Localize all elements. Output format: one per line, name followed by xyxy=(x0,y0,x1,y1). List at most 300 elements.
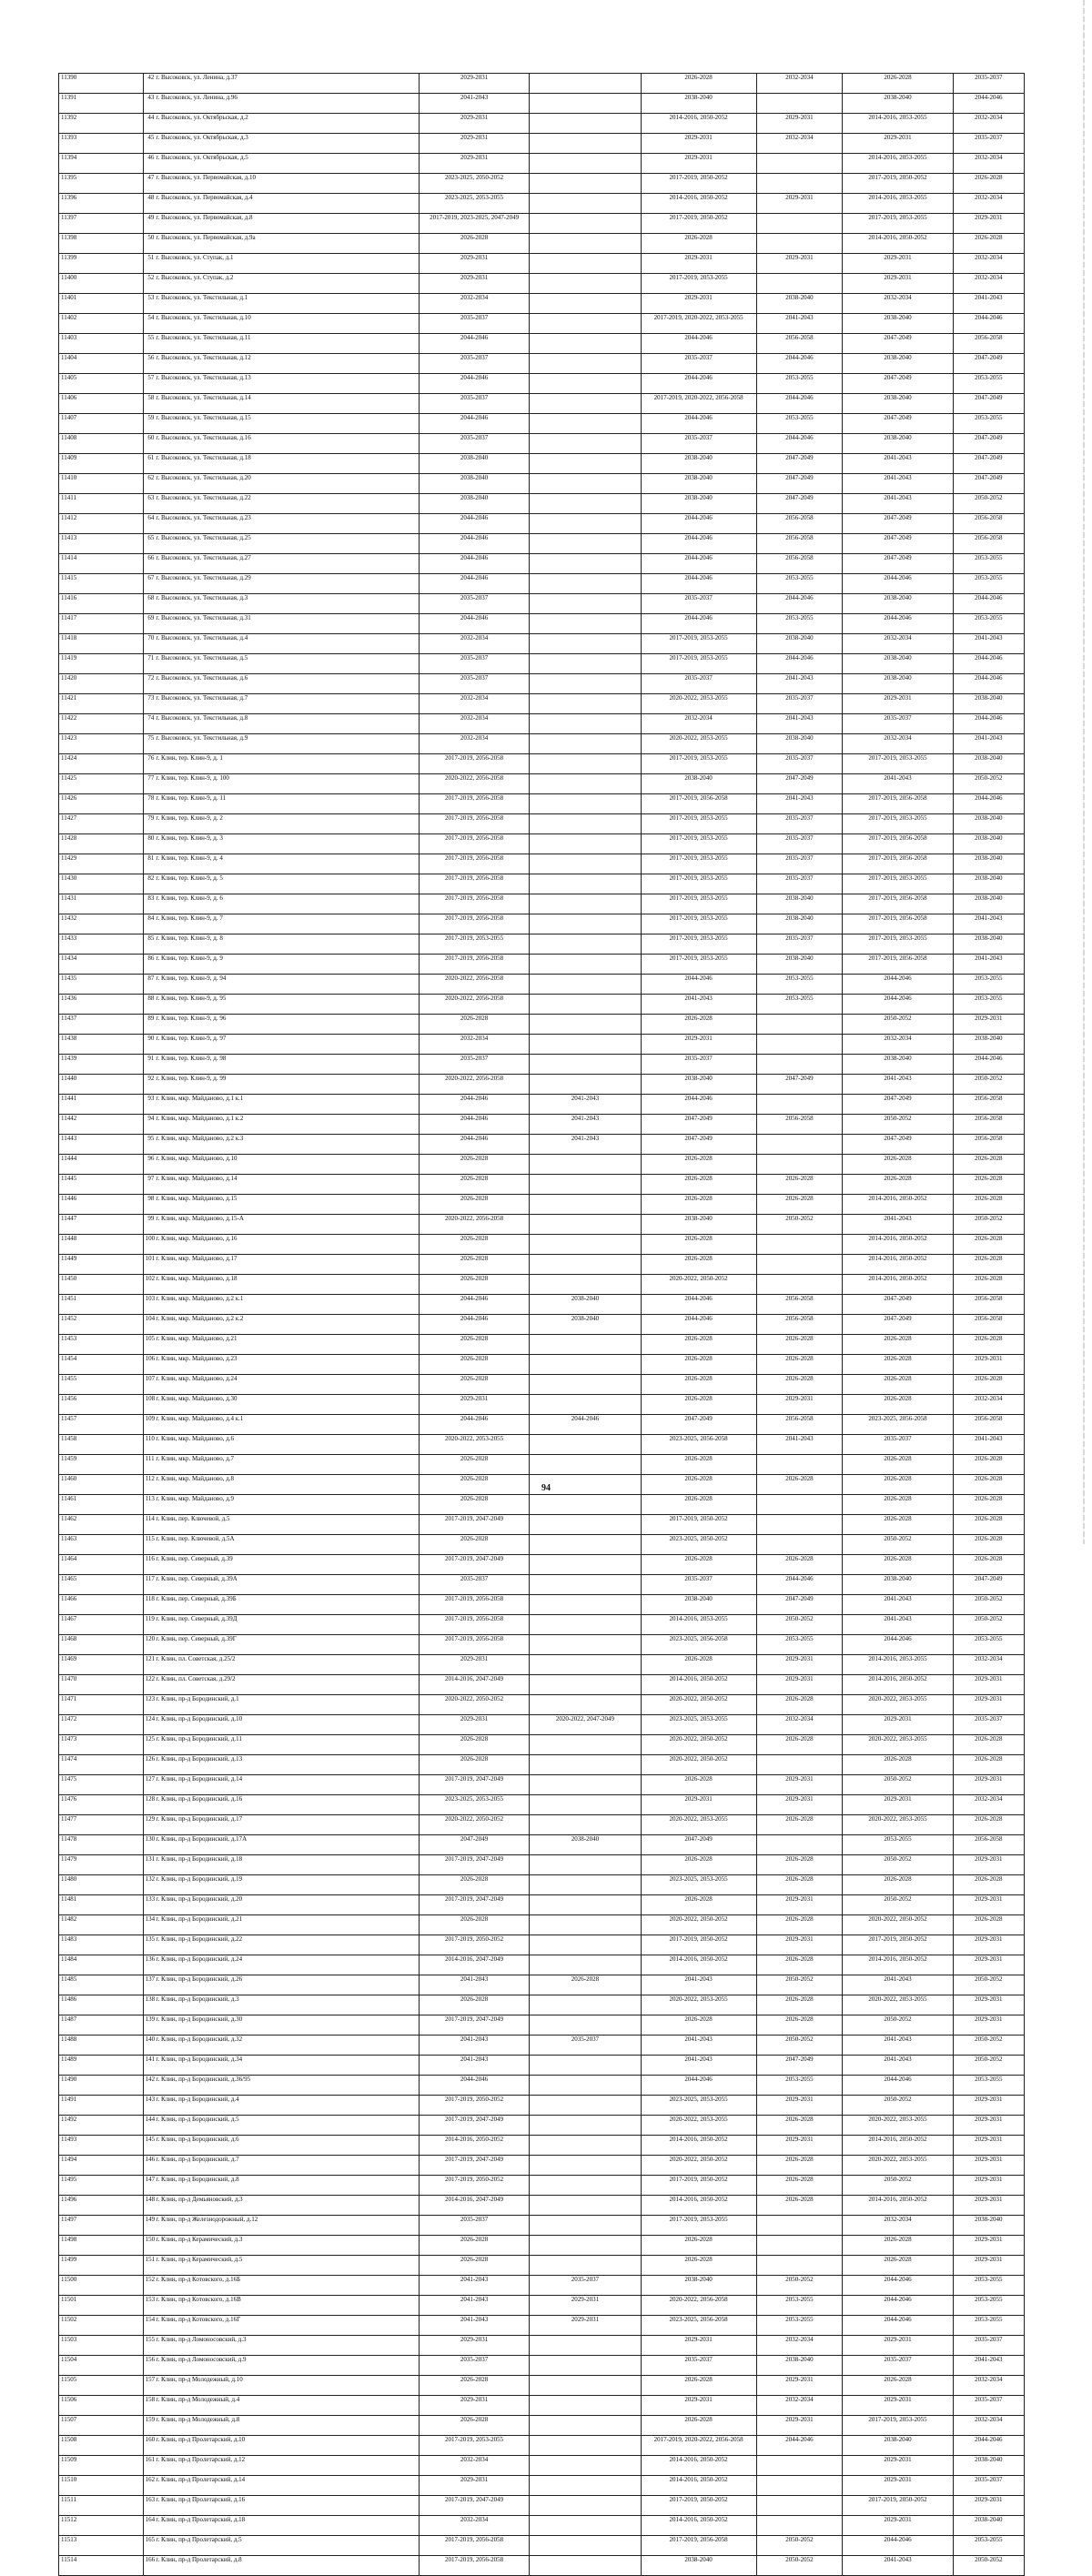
period-col-6-cell: 2032-2034 xyxy=(953,2376,1024,2396)
period-col-6-cell: 2050-2052 xyxy=(953,1215,1024,1235)
period-col-4-cell: 2044-2046 xyxy=(756,1575,843,1595)
period-col-3-cell: 2023-2025, 2056-2058 xyxy=(641,2316,756,2336)
period-col-3-cell: 2020-2022, 2056-2058 xyxy=(641,2296,756,2316)
table-row xyxy=(59,294,1025,314)
address-index-cell: 160 xyxy=(143,2436,155,2456)
table-row xyxy=(59,874,1025,894)
address-cell: г. Клин, мкр. Майданово, д.17 xyxy=(155,1255,419,1275)
address-cell: г. Высоковск, ул. Текстильная, д.11 xyxy=(155,334,419,354)
period-col-2-cell xyxy=(530,1915,641,1935)
period-col-5-cell: 2017-2019, 2056-2058 xyxy=(843,894,953,914)
period-col-3-cell: 2035-2037 xyxy=(641,594,756,614)
period-col-5-cell: 2026-2028 xyxy=(843,1355,953,1375)
period-col-5-cell: 2029-2031 xyxy=(843,274,953,294)
period-col-5-cell: 2041-2043 xyxy=(843,2056,953,2076)
period-col-2-cell xyxy=(530,514,641,534)
registry-number-cell: 11510 xyxy=(59,2476,144,2496)
period-col-5-cell: 2014-2016, 2050-2052 xyxy=(843,1235,953,1255)
period-col-3-cell: 2038-2040 xyxy=(641,494,756,514)
period-col-2-cell xyxy=(530,934,641,955)
registry-number-cell: 11415 xyxy=(59,574,144,594)
period-col-5-cell: 2029-2031 xyxy=(843,1795,953,1815)
address-index-cell: 131 xyxy=(143,1855,155,1875)
table-row xyxy=(59,1415,1025,1435)
period-col-4-cell: 2035-2037 xyxy=(756,834,843,854)
period-col-5-cell: 2047-2049 xyxy=(843,414,953,434)
address-index-cell: 152 xyxy=(143,2276,155,2296)
address-cell: г. Клин, пр-д Бородинский, д.14 xyxy=(155,1775,419,1795)
address-index-cell: 114 xyxy=(143,1515,155,1535)
period-col-4-cell xyxy=(756,2256,843,2276)
period-col-1-cell: 2026-2028 xyxy=(419,1995,529,2015)
period-col-1-cell: 2029-2031 xyxy=(419,2476,529,2496)
table-row xyxy=(59,2436,1025,2456)
address-cell: г. Высоковск, ул. Текстильная, д.3 xyxy=(155,594,419,614)
period-col-2-cell xyxy=(530,1635,641,1655)
table-row xyxy=(59,1335,1025,1355)
address-cell: г. Клин, пр-д Бородинский, д.4 xyxy=(155,2096,419,2116)
period-col-5-cell: 2017-2019, 2053-2055 xyxy=(843,814,953,834)
period-col-2-cell xyxy=(530,174,641,194)
period-col-4-cell xyxy=(756,214,843,234)
table-row xyxy=(59,1275,1025,1295)
period-col-2-cell xyxy=(530,114,641,134)
address-index-cell: 117 xyxy=(143,1575,155,1595)
table-row xyxy=(59,2096,1025,2116)
period-col-3-cell: 2029-2031 xyxy=(641,1795,756,1815)
address-index-cell: 113 xyxy=(143,1495,155,1515)
period-col-1-cell: 2026-2028 xyxy=(419,1915,529,1935)
address-cell: г. Клин, пр-д Молодежный, д.10 xyxy=(155,2376,419,2396)
period-col-6-cell: 2038-2040 xyxy=(953,754,1024,774)
address-cell: г. Высоковск, ул. Текстильная, д.12 xyxy=(155,354,419,374)
period-col-4-cell: 2026-2028 xyxy=(756,1915,843,1935)
address-index-cell: 124 xyxy=(143,1715,155,1735)
table-row xyxy=(59,1115,1025,1135)
registry-number-cell: 11448 xyxy=(59,1235,144,1255)
period-col-5-cell: 2047-2049 xyxy=(843,514,953,534)
address-index-cell: 69 xyxy=(143,614,155,634)
period-col-3-cell: 2026-2028 xyxy=(641,1555,756,1575)
period-col-1-cell: 2044-2046 xyxy=(419,1095,529,1115)
address-index-cell: 59 xyxy=(143,414,155,434)
period-col-5-cell: 2026-2028 xyxy=(843,2236,953,2256)
period-col-4-cell: 2038-2040 xyxy=(756,734,843,754)
period-col-2-cell xyxy=(530,2496,641,2516)
period-col-5-cell: 2032-2034 xyxy=(843,734,953,754)
period-col-6-cell: 2056-2058 xyxy=(953,534,1024,554)
period-col-5-cell: 2026-2028 xyxy=(843,1455,953,1475)
period-col-1-cell: 2029-2031 xyxy=(419,154,529,174)
period-col-5-cell: 2026-2028 xyxy=(843,74,953,94)
address-index-cell: 165 xyxy=(143,2536,155,2556)
registry-number-cell: 11398 xyxy=(59,234,144,254)
address-index-cell: 67 xyxy=(143,574,155,594)
period-col-1-cell: 2017-2019, 2050-2052 xyxy=(419,2096,529,2116)
period-col-1-cell: 2026-2028 xyxy=(419,1155,529,1175)
period-col-5-cell: 2041-2043 xyxy=(843,1615,953,1635)
address-index-cell: 42 xyxy=(143,74,155,94)
period-col-3-cell: 2017-2019, 2020-2022, 2056-2058 xyxy=(641,394,756,414)
period-col-4-cell: 2044-2046 xyxy=(756,434,843,454)
period-col-2-cell xyxy=(530,1995,641,2015)
table-row xyxy=(59,2136,1025,2156)
period-col-4-cell: 2026-2028 xyxy=(756,1735,843,1755)
period-col-2-cell xyxy=(530,2476,641,2496)
period-col-3-cell: 2038-2040 xyxy=(641,1215,756,1235)
period-col-2-cell xyxy=(530,394,641,414)
period-col-2-cell xyxy=(530,1155,641,1175)
period-col-3-cell: 2017-2019, 2053-2055 xyxy=(641,934,756,955)
registry-number-cell: 11487 xyxy=(59,2015,144,2036)
period-col-4-cell xyxy=(756,2476,843,2496)
period-col-3-cell: 2035-2037 xyxy=(641,674,756,694)
period-col-3-cell: 2026-2028 xyxy=(641,1655,756,1675)
period-col-5-cell: 2041-2043 xyxy=(843,474,953,494)
period-col-2-cell xyxy=(530,1375,641,1395)
period-col-3-cell: 2020-2022, 2050-2052 xyxy=(641,1735,756,1755)
period-col-3-cell: 2038-2040 xyxy=(641,1075,756,1095)
period-col-2-cell xyxy=(530,1595,641,1615)
period-col-4-cell: 2035-2037 xyxy=(756,874,843,894)
period-col-5-cell: 2017-2019, 2050-2052 xyxy=(843,2496,953,2516)
period-col-1-cell: 2035-2037 xyxy=(419,2356,529,2376)
period-col-4-cell xyxy=(756,274,843,294)
address-index-cell: 80 xyxy=(143,834,155,854)
address-index-cell: 84 xyxy=(143,914,155,934)
table-row xyxy=(59,1595,1025,1615)
period-col-5-cell: 2017-2019, 2053-2055 xyxy=(843,214,953,234)
period-col-4-cell xyxy=(756,1455,843,1475)
period-col-4-cell: 2026-2028 xyxy=(756,1195,843,1215)
table-row xyxy=(59,94,1025,114)
period-col-1-cell: 2044-2046 xyxy=(419,374,529,394)
period-col-4-cell: 2029-2031 xyxy=(756,2096,843,2116)
period-col-6-cell: 2026-2028 xyxy=(953,1515,1024,1535)
period-col-2-cell xyxy=(530,2516,641,2536)
period-col-5-cell: 2023-2025, 2056-2058 xyxy=(843,1415,953,1435)
address-index-cell: 66 xyxy=(143,554,155,574)
period-col-3-cell: 2014-2016, 2050-2052 xyxy=(641,2136,756,2156)
period-col-6-cell: 2029-2031 xyxy=(953,2096,1024,2116)
period-col-2-cell xyxy=(530,2376,641,2396)
address-index-cell: 151 xyxy=(143,2256,155,2276)
period-col-5-cell: 2020-2022, 2053-2055 xyxy=(843,2116,953,2136)
period-col-4-cell: 2029-2031 xyxy=(756,1395,843,1415)
address-index-cell: 136 xyxy=(143,1955,155,1975)
address-cell: г. Клин, мкр. Майданово, д.8 xyxy=(155,1475,419,1495)
address-cell: г. Клин, пр-д Пролетарский, д.5 xyxy=(155,2536,419,2556)
period-col-4-cell: 2053-2055 xyxy=(756,614,843,634)
period-col-3-cell: 2026-2028 xyxy=(641,1015,756,1035)
period-col-2-cell xyxy=(530,694,641,714)
period-col-3-cell: 2044-2046 xyxy=(641,414,756,434)
table-body xyxy=(59,74,1025,2576)
period-col-2-cell xyxy=(530,454,641,474)
address-index-cell: 141 xyxy=(143,2056,155,2076)
table-row xyxy=(59,414,1025,434)
address-cell: г. Клин, пр-д Бородинский, д.17 xyxy=(155,1815,419,1835)
period-col-4-cell xyxy=(756,94,843,114)
period-col-1-cell: 2017-2019, 2047-2049 xyxy=(419,2156,529,2176)
registry-number-cell: 11422 xyxy=(59,714,144,734)
period-col-1-cell: 2026-2028 xyxy=(419,1495,529,1515)
period-col-3-cell: 2020-2022, 2050-2052 xyxy=(641,2156,756,2176)
table-row xyxy=(59,2176,1025,2196)
table-row xyxy=(59,594,1025,614)
period-col-6-cell: 2056-2058 xyxy=(953,1095,1024,1115)
period-col-1-cell: 2044-2046 xyxy=(419,1135,529,1155)
registry-number-cell: 11489 xyxy=(59,2056,144,2076)
period-col-3-cell: 2017-2019, 2053-2055 xyxy=(641,2216,756,2236)
period-col-3-cell: 2038-2040 xyxy=(641,774,756,794)
period-col-2-cell xyxy=(530,2456,641,2476)
period-col-2-cell: 2029-2031 xyxy=(530,2296,641,2316)
registry-number-cell: 11459 xyxy=(59,1455,144,1475)
address-cell: г. Клин, тер. Клин-9, д. 3 xyxy=(155,834,419,854)
period-col-5-cell: 2044-2046 xyxy=(843,1635,953,1655)
period-col-1-cell: 2020-2022, 2056-2058 xyxy=(419,975,529,995)
period-col-2-cell xyxy=(530,794,641,814)
address-index-cell: 101 xyxy=(143,1255,155,1275)
period-col-4-cell: 2056-2058 xyxy=(756,514,843,534)
period-col-6-cell: 2047-2049 xyxy=(953,434,1024,454)
address-cell: г. Высоковск, ул. Текстильная, д.8 xyxy=(155,714,419,734)
address-cell: г. Высоковск, ул. Текстильная, д.22 xyxy=(155,494,419,514)
period-col-4-cell xyxy=(756,2216,843,2236)
address-cell: г. Клин, мкр. Майданово, д.2 к.2 xyxy=(155,1315,419,1335)
period-col-2-cell xyxy=(530,1035,641,1055)
table-row xyxy=(59,1895,1025,1915)
period-col-4-cell xyxy=(756,1755,843,1775)
address-index-cell: 45 xyxy=(143,134,155,154)
period-col-3-cell: 2017-2019, 2050-2052 xyxy=(641,174,756,194)
period-col-6-cell: 2056-2058 xyxy=(953,514,1024,534)
period-col-5-cell: 2047-2049 xyxy=(843,554,953,574)
schedule-table xyxy=(58,73,1025,2576)
period-col-5-cell: 2050-2052 xyxy=(843,1895,953,1915)
address-index-cell: 93 xyxy=(143,1095,155,1115)
table-row xyxy=(59,1915,1025,1935)
period-col-3-cell: 2044-2046 xyxy=(641,514,756,534)
period-col-4-cell: 2038-2040 xyxy=(756,2356,843,2376)
registry-number-cell: 11500 xyxy=(59,2276,144,2296)
period-col-5-cell: 2041-2043 xyxy=(843,494,953,514)
registry-number-cell: 11464 xyxy=(59,1555,144,1575)
table-row xyxy=(59,174,1025,194)
period-col-1-cell: 2038-2040 xyxy=(419,494,529,514)
period-col-6-cell: 2038-2040 xyxy=(953,934,1024,955)
address-cell: г. Клин, пр-д Ломоносовский, д.3 xyxy=(155,2336,419,2356)
period-col-4-cell: 2026-2028 xyxy=(756,1995,843,2015)
registry-number-cell: 11461 xyxy=(59,1495,144,1515)
period-col-2-cell xyxy=(530,1935,641,1955)
address-cell: г. Клин, тер. Клин-9, д. 98 xyxy=(155,1055,419,1075)
period-col-1-cell: 2029-2031 xyxy=(419,74,529,94)
period-col-2-cell xyxy=(530,1615,641,1635)
address-cell: г. Высоковск, ул. Первомайская, д.8 xyxy=(155,214,419,234)
registry-number-cell: 11426 xyxy=(59,794,144,814)
period-col-5-cell: 2020-2022, 2053-2055 xyxy=(843,1995,953,2015)
address-cell: г. Клин, мкр. Майданово, д.9 xyxy=(155,1495,419,1515)
period-col-1-cell: 2014-2016, 2050-2052 xyxy=(419,2136,529,2156)
address-cell: г. Высоковск, ул. Текстильная, д.14 xyxy=(155,394,419,414)
period-col-2-cell xyxy=(530,1875,641,1895)
period-col-6-cell: 2056-2058 xyxy=(953,1115,1024,1135)
address-cell: г. Клин, пр-д Котовского, д.16Г xyxy=(155,2316,419,2336)
table-row xyxy=(59,1235,1025,1255)
period-col-5-cell: 2038-2040 xyxy=(843,314,953,334)
period-col-6-cell: 2029-2031 xyxy=(953,1355,1024,1375)
table-row xyxy=(59,1855,1025,1875)
period-col-3-cell: 2023-2025, 2056-2058 xyxy=(641,1435,756,1455)
period-col-2-cell: 2038-2040 xyxy=(530,1835,641,1855)
period-col-5-cell: 2044-2046 xyxy=(843,995,953,1015)
period-col-5-cell: 2026-2028 xyxy=(843,1495,953,1515)
period-col-4-cell: 2047-2049 xyxy=(756,1595,843,1615)
address-cell: г. Высоковск, ул. Ступак, д.2 xyxy=(155,274,419,294)
period-col-3-cell: 2026-2028 xyxy=(641,1375,756,1395)
period-col-1-cell: 2029-2031 xyxy=(419,134,529,154)
period-col-1-cell: 2026-2028 xyxy=(419,1015,529,1035)
period-col-4-cell xyxy=(756,174,843,194)
period-col-1-cell: 2038-2040 xyxy=(419,474,529,494)
period-col-1-cell: 2026-2028 xyxy=(419,1355,529,1375)
period-col-6-cell: 2038-2040 xyxy=(953,854,1024,874)
address-cell: г. Клин, мкр. Майданово, д.1 к.1 xyxy=(155,1095,419,1115)
period-col-3-cell: 2017-2019, 2020-2022, 2053-2055 xyxy=(641,314,756,334)
registry-number-cell: 11482 xyxy=(59,1915,144,1935)
period-col-4-cell: 2053-2055 xyxy=(756,574,843,594)
period-col-1-cell: 2035-2037 xyxy=(419,314,529,334)
address-index-cell: 47 xyxy=(143,174,155,194)
period-col-4-cell: 2026-2028 xyxy=(756,1475,843,1495)
table-row xyxy=(59,1135,1025,1155)
period-col-5-cell: 2029-2031 xyxy=(843,2336,953,2356)
address-cell: г. Высоковск, ул. Текстильная, д.4 xyxy=(155,634,419,654)
period-col-2-cell xyxy=(530,814,641,834)
period-col-3-cell: 2041-2043 xyxy=(641,2036,756,2056)
period-col-1-cell: 2032-2034 xyxy=(419,634,529,654)
address-index-cell: 62 xyxy=(143,474,155,494)
period-col-2-cell xyxy=(530,1815,641,1835)
period-col-2-cell xyxy=(530,294,641,314)
period-col-2-cell xyxy=(530,574,641,594)
period-col-5-cell: 2044-2046 xyxy=(843,2076,953,2096)
period-col-6-cell: 2032-2034 xyxy=(953,274,1024,294)
period-col-5-cell: 2044-2046 xyxy=(843,2536,953,2556)
period-col-5-cell: 2047-2049 xyxy=(843,1135,953,1155)
period-col-6-cell: 2038-2040 xyxy=(953,1035,1024,1055)
table-row xyxy=(59,1815,1025,1835)
table-row xyxy=(59,1435,1025,1455)
period-col-4-cell: 2026-2028 xyxy=(756,1375,843,1395)
table-row xyxy=(59,2316,1025,2336)
period-col-3-cell: 2017-2019, 2056-2058 xyxy=(641,794,756,814)
period-col-3-cell: 2020-2022, 2050-2052 xyxy=(641,1755,756,1775)
registry-number-cell: 11475 xyxy=(59,1775,144,1795)
period-col-6-cell: 2053-2055 xyxy=(953,2076,1024,2096)
period-col-4-cell: 2038-2040 xyxy=(756,955,843,975)
table-row xyxy=(59,2216,1025,2236)
address-cell: г. Клин, пр-д Бородинский, д.32 xyxy=(155,2036,419,2056)
address-cell: г. Клин, пр-д Бородинский, д.24 xyxy=(155,1955,419,1975)
period-col-2-cell xyxy=(530,2536,641,2556)
period-col-2-cell xyxy=(530,1255,641,1275)
period-col-5-cell: 2014-2016, 2053-2055 xyxy=(843,114,953,134)
table-row xyxy=(59,1315,1025,1335)
registry-number-cell: 11429 xyxy=(59,854,144,874)
period-col-4-cell: 2050-2052 xyxy=(756,2556,843,2576)
period-col-4-cell: 2035-2037 xyxy=(756,754,843,774)
period-col-1-cell: 2035-2037 xyxy=(419,594,529,614)
period-col-3-cell: 2032-2034 xyxy=(641,714,756,734)
period-col-3-cell: 2023-2025, 2053-2055 xyxy=(641,1875,756,1895)
period-col-4-cell: 2056-2058 xyxy=(756,1415,843,1435)
table-row xyxy=(59,674,1025,694)
period-col-4-cell xyxy=(756,1135,843,1155)
period-col-6-cell: 2053-2055 xyxy=(953,975,1024,995)
address-cell: г. Клин, мкр. Майданово, д.16 xyxy=(155,1235,419,1255)
address-index-cell: 146 xyxy=(143,2156,155,2176)
period-col-4-cell: 2050-2052 xyxy=(756,2276,843,2296)
period-col-5-cell: 2017-2019, 2056-2058 xyxy=(843,794,953,814)
period-col-5-cell: 2047-2049 xyxy=(843,374,953,394)
address-cell: г. Клин, мкр. Майданово, д.1 к.2 xyxy=(155,1115,419,1135)
period-col-6-cell: 2053-2055 xyxy=(953,374,1024,394)
period-col-2-cell xyxy=(530,554,641,574)
period-col-1-cell: 2017-2019, 2056-2058 xyxy=(419,2536,529,2556)
registry-number-cell: 11424 xyxy=(59,754,144,774)
period-col-6-cell: 2035-2037 xyxy=(953,2396,1024,2416)
address-cell: г. Высоковск, ул. Текстильная, д.10 xyxy=(155,314,419,334)
period-col-1-cell: 2032-2034 xyxy=(419,734,529,754)
address-cell: г. Клин, мкр. Майданово, д.30 xyxy=(155,1395,419,1415)
period-col-1-cell: 2026-2028 xyxy=(419,2256,529,2276)
period-col-5-cell: 2047-2049 xyxy=(843,334,953,354)
period-col-6-cell: 2026-2028 xyxy=(953,1815,1024,1835)
period-col-1-cell: 2023-2025, 2053-2055 xyxy=(419,1795,529,1815)
period-col-3-cell: 2017-2019, 2053-2055 xyxy=(641,274,756,294)
period-col-1-cell: 2035-2037 xyxy=(419,2216,529,2236)
address-index-cell: 153 xyxy=(143,2296,155,2316)
address-index-cell: 63 xyxy=(143,494,155,514)
address-cell: г. Высоковск, ул. Текстильная, д.5 xyxy=(155,654,419,674)
period-col-2-cell xyxy=(530,2196,641,2216)
period-col-3-cell: 2026-2028 xyxy=(641,1775,756,1795)
period-col-1-cell: 2017-2019, 2047-2049 xyxy=(419,1555,529,1575)
period-col-4-cell xyxy=(756,1055,843,1075)
period-col-2-cell xyxy=(530,2056,641,2076)
table-row xyxy=(59,574,1025,594)
address-index-cell: 95 xyxy=(143,1135,155,1155)
period-col-6-cell: 2038-2040 xyxy=(953,694,1024,714)
address-cell: г. Высоковск, ул. Октябрьская, д.5 xyxy=(155,154,419,174)
period-col-2-cell xyxy=(530,74,641,94)
period-col-4-cell: 2041-2043 xyxy=(756,794,843,814)
period-col-2-cell xyxy=(530,494,641,514)
registry-number-cell: 11506 xyxy=(59,2396,144,2416)
period-col-1-cell: 2044-2046 xyxy=(419,334,529,354)
period-col-6-cell: 2029-2031 xyxy=(953,2015,1024,2036)
period-col-2-cell xyxy=(530,474,641,494)
registry-number-cell: 11416 xyxy=(59,594,144,614)
address-cell: г. Клин, мкр. Майданово, д.18 xyxy=(155,1275,419,1295)
period-col-6-cell: 2029-2031 xyxy=(953,1015,1024,1035)
period-col-4-cell: 2047-2049 xyxy=(756,774,843,794)
period-col-6-cell: 2056-2058 xyxy=(953,1295,1024,1315)
period-col-5-cell: 2020-2022, 2053-2055 xyxy=(843,1815,953,1835)
